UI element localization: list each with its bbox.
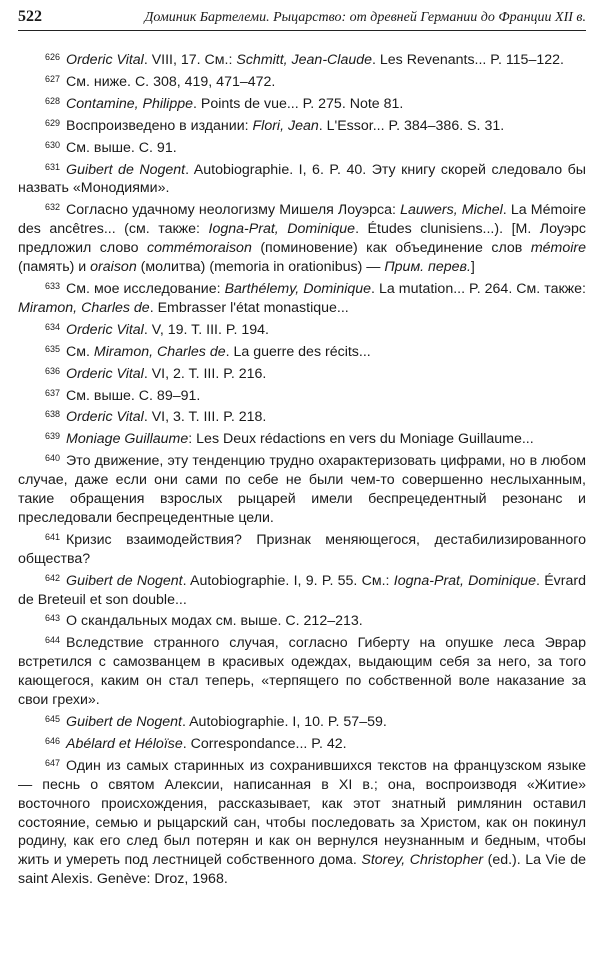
footnote-number: 627 [45, 73, 61, 84]
footnote-646 [18, 732, 586, 754]
footnote-text: . La guerre des récits... [225, 343, 371, 360]
footnote-citation-italic: Contamine, Philippe [66, 95, 194, 112]
footnote-number: 642 [45, 572, 61, 583]
footnote-number: 645 [45, 714, 61, 724]
footnote-text: . Études clunisiens...). [М. Лоуэрс предложил слово [18, 221, 587, 257]
footnote-text: Вследствие странного случая, согласно Гиберту на опушке леса Эврар встретился с самозванцем в красивых одеждах, выдающим себя за него, за того кающегося, каким он стал теперь, «терпящего по собственной воле наказание за свои грехи». [18, 635, 586, 709]
footnote-number: 643 [45, 613, 61, 624]
footnote-630 [18, 136, 586, 158]
footnote-number: 644 [45, 635, 61, 646]
footnote-citation-italic: oraison [90, 259, 137, 276]
footnote-631 [18, 158, 586, 199]
footnote-text: . Embrasser l'état monastique... [149, 299, 349, 316]
footnote-647 [18, 754, 586, 889]
footnote-citation-italic: Guibert de Nogent [66, 572, 183, 589]
footnote-number: 639 [45, 431, 61, 442]
footnote-626 [18, 48, 586, 70]
footnote-citation-italic: mémoire [530, 240, 586, 257]
footnote-citation-italic: Прим. перев. [384, 259, 471, 276]
footnote-633 [18, 277, 586, 318]
footnote-citation-italic: Guibert de Nogent [66, 714, 182, 730]
footnote-text: . Autobiographie. I, 10. P. 57–59. [181, 714, 387, 730]
footnote-number: 640 [45, 453, 61, 464]
footnote-number: 633 [45, 280, 61, 291]
footnote-text: (молитва) (memoria in orationibus) — [136, 259, 385, 276]
footnote-text: . Autobiographie. I, 6. P. 40. Эту книгу скорей следовало бы назвать «Монодиями». [18, 161, 586, 197]
footnote-citation-italic: Flori, Jean [252, 117, 319, 134]
footnote-635 [18, 340, 586, 362]
footnote-citation-italic: Miramon, Charles de [93, 343, 226, 360]
running-title: Доминик Бартелеми. Рыцарство: от древней Германии до Франции XII в. [144, 10, 586, 25]
footnote-text: . La Mémoire des ancêtres... (см. также: [18, 202, 586, 238]
footnote-text: . VIII, 17. См.: [143, 52, 237, 68]
footnote-text: . Correspondance... P. 42. [182, 735, 347, 752]
footnote-number: 638 [45, 409, 61, 420]
footnote-642 [18, 569, 586, 610]
footnote-629 [18, 114, 586, 136]
footnote-citation-italic: Orderic Vital [66, 365, 144, 382]
footnote-text: О скандальных модах см. выше. С. 212–213. [66, 613, 363, 630]
footnote-citation-italic: Moniage Guillaume [66, 431, 189, 448]
footnote-number: 647 [45, 757, 61, 768]
footnote-text: . Les Revenants... P. 115–122. [372, 52, 564, 68]
footnote-text: . VI, 2. T. III. P. 216. [143, 365, 267, 382]
footnote-text: Воспроизведено в издании: [66, 117, 253, 134]
running-head [18, 8, 586, 31]
footnote-638 [18, 405, 586, 427]
footnote-citation-italic: Schmitt, Jean-Claude [236, 52, 373, 68]
footnote-627 [18, 70, 586, 92]
footnote-citation-italic: Iogna-Prat, Dominique [208, 221, 356, 238]
footnote-641 [18, 528, 586, 569]
footnote-number: 626 [45, 52, 61, 62]
page-number: 522 [18, 8, 42, 25]
footnote-text: Кризис взаимодействия? Признак меняющегося, дестабилизированного общества? [18, 531, 586, 567]
footnote-citation-italic: commémoraison [146, 240, 252, 257]
footnote-number: 646 [45, 735, 61, 746]
footnote-643 [18, 609, 586, 631]
footnote-text: См. ниже. С. 308, 419, 471–472. [66, 73, 276, 90]
footnote-text: . Autobiographie. I, 9. P. 55. См.: [182, 572, 394, 589]
footnote-citation-italic: Barthélemy, Dominique [224, 280, 372, 297]
footnote-text: Согласно удачному неологизму Мишеля Лоуэрса: [66, 202, 401, 219]
footnote-number: 636 [45, 365, 61, 376]
footnote-number: 635 [45, 343, 61, 354]
footnote-text: . L'Essor... P. 384–386. S. 31. [318, 117, 505, 134]
footnote-640 [18, 449, 586, 528]
footnote-text: См. выше. С. 91. [66, 139, 177, 156]
footnote-citation-italic: Orderic Vital [66, 321, 144, 338]
footnote-text: . Points de vue... P. 275. Note 81. [193, 95, 404, 112]
footnote-632 [18, 198, 586, 277]
footnote-text: (память) и [18, 259, 91, 276]
footnote-number: 637 [45, 387, 61, 398]
footnote-citation-italic: Iogna-Prat, Dominique [393, 572, 537, 589]
footnote-citation-italic: Guibert de Nogent [66, 161, 186, 178]
footnote-number: 632 [45, 202, 61, 213]
footnote-text: (ed.). La Vie de saint Alexis. Genève: Droz, 1968. [18, 852, 586, 888]
footnote-citation-italic: Lauwers, Michel [400, 202, 503, 219]
footnote-text: ] [470, 259, 475, 276]
footnote-644 [18, 631, 586, 710]
footnote-text: См. выше. С. 89–91. [66, 387, 201, 404]
footnote-number: 641 [45, 531, 61, 542]
footnote-text: См. [66, 343, 94, 360]
footnote-number: 630 [45, 139, 61, 150]
footnote-text: (поминовение) как объединение слов [251, 240, 531, 257]
footnote-citation-italic: Miramon, Charles de [18, 299, 150, 316]
footnote-text: . La mutation... P. 264. См. также: [371, 280, 586, 297]
footnote-text: : Les Deux rédactions en vers du Moniage Guillaume... [188, 431, 534, 448]
footnote-citation-italic: Orderic Vital [66, 409, 144, 426]
footnote-number: 631 [45, 161, 61, 172]
footnote-citation-italic: Orderic Vital [66, 52, 144, 68]
footnote-number: 629 [45, 117, 61, 128]
footnote-number: 634 [45, 321, 61, 332]
footnote-634 [18, 318, 586, 340]
footnote-text: . V, 19. T. III. P. 194. [143, 321, 269, 338]
footnote-citation-italic: Abélard et Héloïse [66, 735, 183, 752]
footnote-number: 628 [45, 95, 61, 106]
footnotes-list [18, 48, 586, 889]
footnote-text: . Évrard de Breteuil et son double... [18, 572, 586, 608]
footnote-639 [18, 427, 586, 449]
footnote-citation-italic: Storey, Christopher [361, 852, 484, 869]
footnote-636 [18, 362, 586, 384]
footnote-628 [18, 92, 586, 114]
footnote-637 [18, 384, 586, 406]
footnote-text: . VI, 3. T. III. P. 218. [143, 409, 267, 426]
footnote-text: Это движение, эту тенденцию трудно охарактеризовать цифрами, но в любом случае, даже если они сами по себе не были чем-то совершенно неслыханным, такие обращения взрослых рыцарей имели беспрецедентный резонанс и преследовали беспрецедентные цели. [18, 453, 586, 526]
footnote-645 [18, 710, 586, 732]
footnote-text: См. мое исследование: [66, 280, 225, 297]
footnote-text: Один из самых старинных из сохранившихся текстов на французском языке — песнь о святом Алексии, написанная в XI в.; она, воспроизводя «Житие» восточного происхождения, рассказывает, как этот знатный римлянин оставил состояние, семью и рыцарский сан, чтобы последовать за Христом, как он покинул родину, как его след был потерян и как он вернулся неузнанным и бедным, чтобы жить и умереть под лестницей собственного дома. [18, 757, 586, 869]
